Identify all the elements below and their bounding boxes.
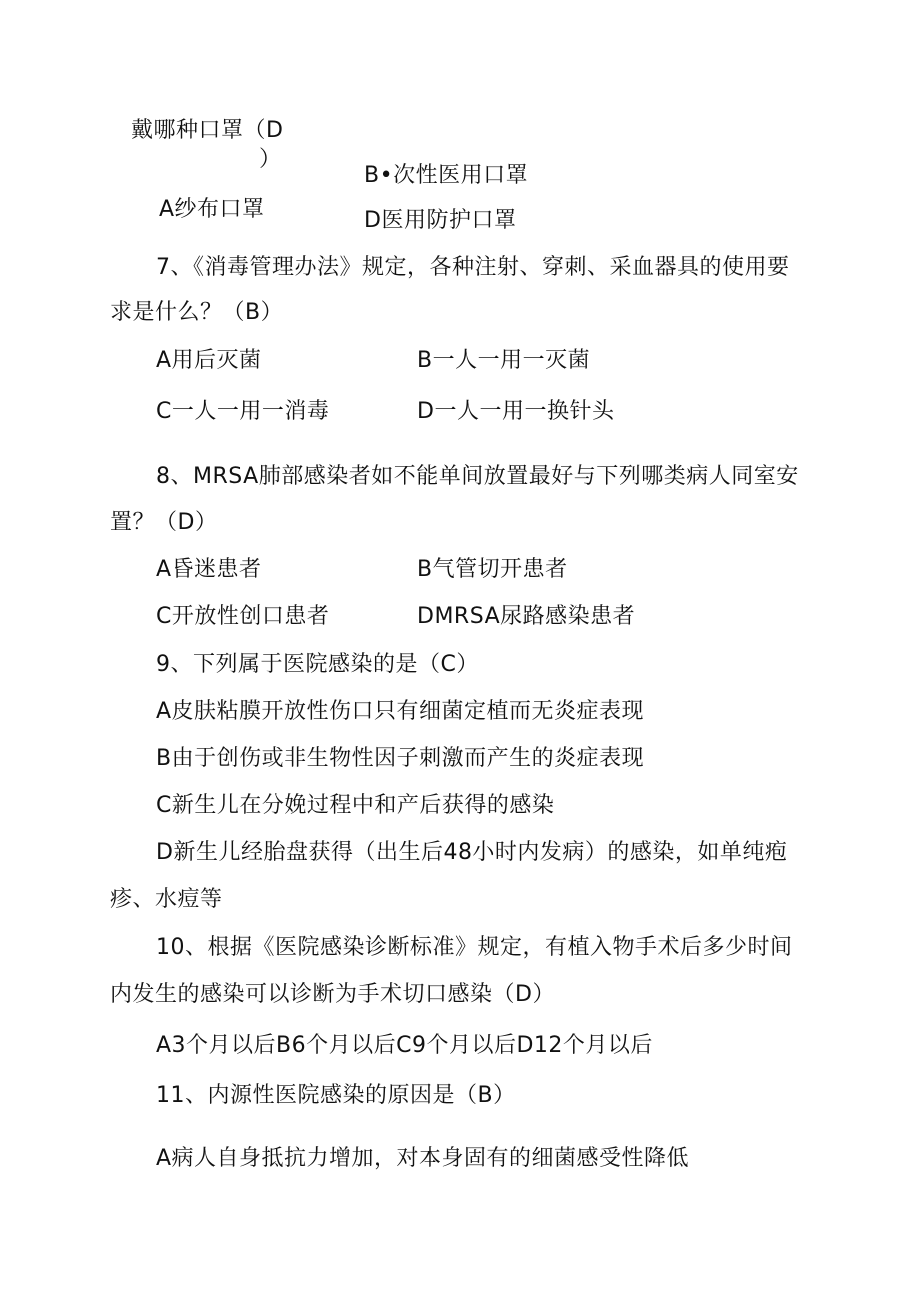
q9-option-d-line1: D新生儿经胎盘获得（出生后48小时内发病）的感染，如单纯疱 (156, 840, 788, 865)
q9-option-b: B由于创伤或非生物性因子刺激而产生的炎症表现 (156, 746, 645, 771)
q7-question-line1: 7、《消毒管理办法》规定，各种注射、穿刺、采血器具的使用要 (156, 255, 790, 280)
q6-option-d: D医用防护口罩 (364, 208, 517, 233)
q11-option-a: A病人自身抵抗力增加，对本身固有的细菌感受性降低 (156, 1146, 690, 1171)
q7-question-line2: 求是什么？（B） (110, 300, 284, 325)
q10-options: A3个月以后B6个月以后C9个月以后D12个月以后 (156, 1033, 653, 1058)
q7-option-c: C一人一用一消毒 (156, 399, 330, 424)
q8-question-line1: 8、MRSA肺部感染者如不能单间放置最好与下列哪类病人同室安 (156, 464, 799, 489)
q8-option-b: B气管切开患者 (417, 557, 568, 582)
q8-option-c: C开放性创口患者 (156, 604, 330, 629)
q9-option-c: C新生儿在分娩过程中和产后获得的感染 (156, 793, 555, 818)
q7-option-d: D一人一用一换针头 (417, 399, 615, 424)
q9-option-d-line2: 疹、水痘等 (110, 887, 223, 912)
q9-option-a: A皮肤粘膜开放性伤口只有细菌定植而无炎症表现 (156, 699, 645, 724)
q6-stem: 戴哪种口罩（D (131, 118, 284, 143)
q6-stem-close: ） (259, 147, 282, 172)
q8-question-line2: 置？（D） (110, 510, 218, 535)
q6-option-a: A纱布口罩 (159, 197, 265, 222)
q9-question: 9、下列属于医院感染的是（C） (156, 652, 479, 677)
q6-option-b: B•次性医用口罩 (364, 163, 529, 188)
q7-option-b: B一人一用一灭菌 (417, 348, 591, 373)
q10-question-line1: 10、根据《医院感染诊断标准》规定，有植入物手术后多少时间 (156, 935, 793, 960)
q8-option-a: A昏迷患者 (156, 557, 262, 582)
q11-question: 11、内源性医院感染的原因是（B） (156, 1083, 516, 1108)
q10-question-line2: 内发生的感染可以诊断为手术切口感染（D） (110, 982, 555, 1007)
q8-option-d: DMRSA尿路感染患者 (417, 604, 636, 629)
q7-option-a: A用后灭菌 (156, 348, 262, 373)
